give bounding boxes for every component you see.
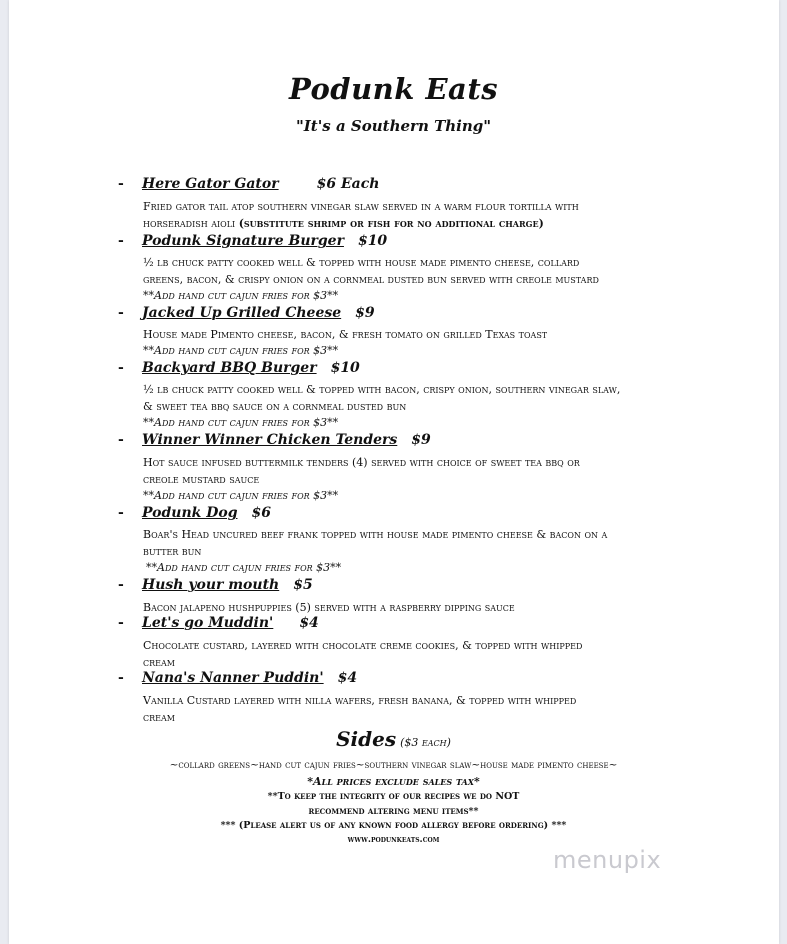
menu-item-title <box>118 615 319 631</box>
item-description <box>143 526 703 560</box>
item-dash: - <box>118 305 124 321</box>
description-line: ½ lb chuck patty cooked well & topped with bacon, crispy onion, southern vinegar slaw, <box>143 383 621 396</box>
integrity-text: **To keep the integrity of our recipes we do <box>267 791 496 802</box>
item-dash: - <box>118 615 124 631</box>
item-description <box>143 381 703 415</box>
integrity-not: NOT <box>495 791 520 802</box>
description-line: greens, bacon, & crispy onion on a cornmeal dusted bun served with creole mustard <box>143 273 599 286</box>
item-name: Hush your mouth <box>142 577 280 593</box>
item-description <box>143 637 703 671</box>
menu-item-title <box>118 176 379 192</box>
description-line: & sweet tea bbq sauce on a cornmeal dusted bun <box>143 400 407 413</box>
description-line: Boar's Head uncured beef frank topped with house made pimento cheese & bacon on a <box>143 528 608 541</box>
item-price: $5 <box>293 577 313 593</box>
restaurant-subtitle: "It's a Southern Thing" <box>295 117 492 135</box>
item-price: $10 <box>357 233 388 249</box>
item-dash: - <box>118 233 124 249</box>
description-line: Fried gator tail atop southern vinegar slaw served in a warm flour tortilla with <box>143 200 579 213</box>
item-description <box>143 692 703 726</box>
item-addon: **Add hand cut cajun fries for $3** <box>143 289 339 302</box>
item-description <box>143 198 703 232</box>
item-price: $4 <box>337 670 358 686</box>
item-name: Podunk Signature Burger <box>142 233 344 249</box>
description-line: House made Pimento cheese, bacon, & fresh tomato on grilled Texas toast <box>143 328 548 341</box>
item-price: $6 Each <box>316 176 380 192</box>
tax-note: *All prices exclude sales tax* <box>307 775 480 788</box>
description-line: cream <box>143 711 175 724</box>
description-line: Bacon jalapeno hushpuppies (5) served with a raspberry dipping sauce <box>143 601 515 614</box>
menu-item-title <box>118 305 375 321</box>
description-text: horseradish aioli <box>143 217 236 230</box>
item-price: $4 <box>299 615 319 631</box>
item-description <box>143 326 703 343</box>
item-addon: **Add hand cut cajun fries for $3** <box>143 416 339 429</box>
item-description <box>143 599 703 616</box>
item-dash: - <box>118 577 124 593</box>
item-price: $9 <box>411 432 431 448</box>
item-name: Nana's Nanner Puddin' <box>142 670 324 686</box>
restaurant-title: Podunk Eats <box>288 72 499 106</box>
website-link[interactable]: www.podunkeats.com <box>347 835 440 845</box>
item-name: Here Gator Gator <box>142 176 279 192</box>
item-dash: - <box>118 360 124 376</box>
item-dash: - <box>118 505 124 521</box>
watermark-logo: menupix <box>553 846 662 874</box>
description-line: cream <box>143 656 175 669</box>
description-line: Vanilla Custard layered with nilla wafers, fresh banana, & topped with whipped <box>143 694 577 707</box>
menu-item-title <box>118 432 431 448</box>
allergy-note: *** (Please alert us of any known food allergy before ordering) *** <box>220 820 567 831</box>
menu-item-title <box>118 505 271 521</box>
description-line: butter bun <box>143 545 202 558</box>
integrity-note-line2: recommend altering menu items** <box>308 806 479 817</box>
description-line: creole mustard sauce <box>143 473 260 486</box>
item-dash: - <box>118 432 124 448</box>
item-addon: **Add hand cut cajun fries for $3** <box>143 489 339 502</box>
item-name: Jacked Up Grilled Cheese <box>142 305 342 321</box>
menu-item-title <box>118 670 357 686</box>
item-price: $6 <box>251 505 271 521</box>
sides-title: Sides <box>336 727 397 751</box>
menu-item-title <box>118 360 360 376</box>
integrity-note-line1 <box>0 791 787 802</box>
description-bold-note: (substitute shrimp or fish for no additional charge) <box>238 217 544 230</box>
item-addon: **Add hand cut cajun fries for $3** <box>143 344 339 357</box>
item-addon: **Add hand cut cajun fries for $3** <box>146 561 342 574</box>
description-line-2 <box>143 215 703 232</box>
item-price: $10 <box>330 360 360 376</box>
item-name: Let's go Muddin' <box>142 615 274 631</box>
item-description <box>143 254 703 288</box>
sides-heading <box>0 727 787 751</box>
item-dash: - <box>118 670 124 686</box>
description-line: ½ lb chuck patty cooked well & topped with house made pimento cheese, collard <box>143 256 580 269</box>
item-name: Winner Winner Chicken Tenders <box>142 432 398 448</box>
sides-price-note: ($3 each) <box>400 736 451 749</box>
menu-item-title <box>118 233 387 249</box>
description-line: Hot sauce infused buttermilk tenders (4) served with choice of sweet tea bbq or <box>143 456 580 469</box>
item-price: $9 <box>355 305 375 321</box>
menu-item-title <box>118 577 313 593</box>
item-description <box>143 454 703 488</box>
item-name: Podunk Dog <box>142 505 238 521</box>
item-name: Backyard BBQ Burger <box>142 360 317 376</box>
item-dash: - <box>118 176 124 192</box>
sides-list: ~collard greens~hand cut cajun fries~southern vinegar slaw~house made pimento cheese~ <box>169 759 618 771</box>
description-line: Chocolate custard, layered with chocolate creme cookies, & topped with whipped <box>143 639 583 652</box>
